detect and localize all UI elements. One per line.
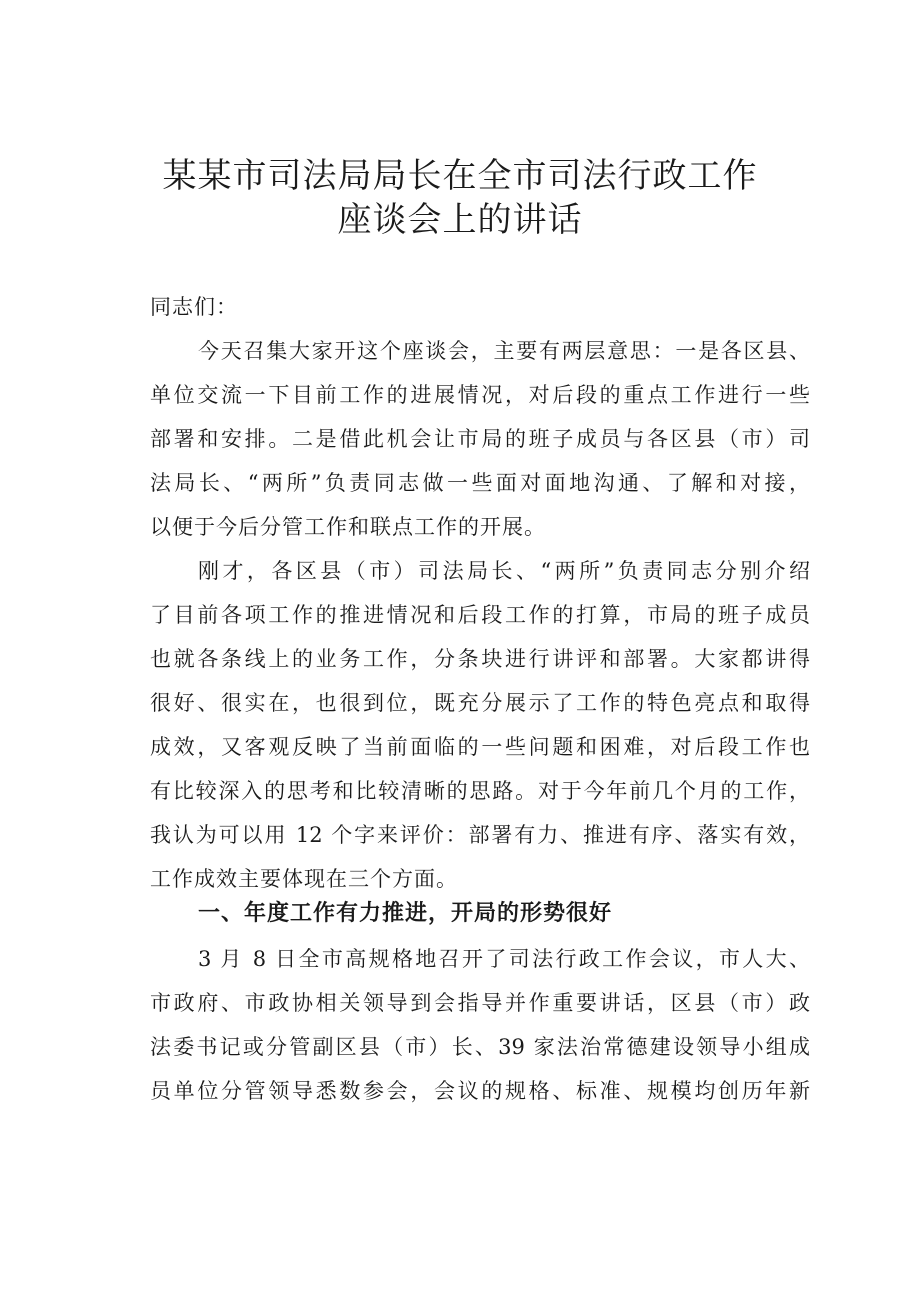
paragraph-1-line: 部署和安排。二是借此机会让市局的班子成员与各区县（市）司: [150, 427, 810, 451]
paragraph-2-line: 我认为可以用 12 个字来评价：部署有力、推进有序、落实有效，: [150, 823, 810, 847]
paragraph-3-line: 员单位分管领导悉数参会，会议的规格、标准、规模均创历年新: [150, 1079, 810, 1103]
salutation: 同志们：: [150, 295, 238, 319]
paragraph-1-line: 单位交流一下目前工作的进展情况，对后段的重点工作进行一些: [150, 383, 810, 407]
paragraph-1-line: 以便于今后分管工作和联点工作的开展。: [150, 515, 546, 539]
document-title-line-1: 某某市司法局局长在全市司法行政工作: [162, 156, 758, 196]
paragraph-1-line: 今天召集大家开这个座谈会，主要有两层意思：一是各区县、: [198, 339, 810, 363]
paragraph-2-line: 了目前各项工作的推进情况和后段工作的打算，市局的班子成员: [150, 603, 810, 627]
paragraph-3-line: 法委书记或分管副区县（市）长、39 家法治常德建设领导小组成: [150, 1035, 810, 1059]
paragraph-1-line: 法局长、“两所”负责同志做一些面对面地沟通、了解和对接，: [150, 471, 810, 495]
paragraph-3-line: 市政府、市政协相关领导到会指导并作重要讲话，区县（市）政: [150, 991, 810, 1015]
paragraph-2-line: 有比较深入的思考和比较清晰的思路。对于今年前几个月的工作，: [150, 779, 810, 803]
paragraph-2-line: 工作成效主要体现在三个方面。: [150, 867, 458, 891]
paragraph-2-line: 刚才，各区县（市）司法局长、“两所”负责同志分别介绍: [198, 559, 810, 583]
section-heading-1: 一、年度工作有力推进，开局的形势很好: [198, 901, 613, 926]
paragraph-2-line: 成效，又客观反映了当前面临的一些问题和困难，对后段工作也: [150, 735, 810, 759]
paragraph-2-line: 很好、很实在，也很到位，既充分展示了工作的特色亮点和取得: [150, 691, 810, 715]
document-title-line-2: 座谈会上的讲话: [337, 200, 583, 240]
paragraph-3-line: 3 月 8 日全市高规格地召开了司法行政工作会议，市人大、: [198, 947, 810, 971]
paragraph-2-line: 也就各条线上的业务工作，分条块进行讲评和部署。大家都讲得: [150, 647, 810, 671]
